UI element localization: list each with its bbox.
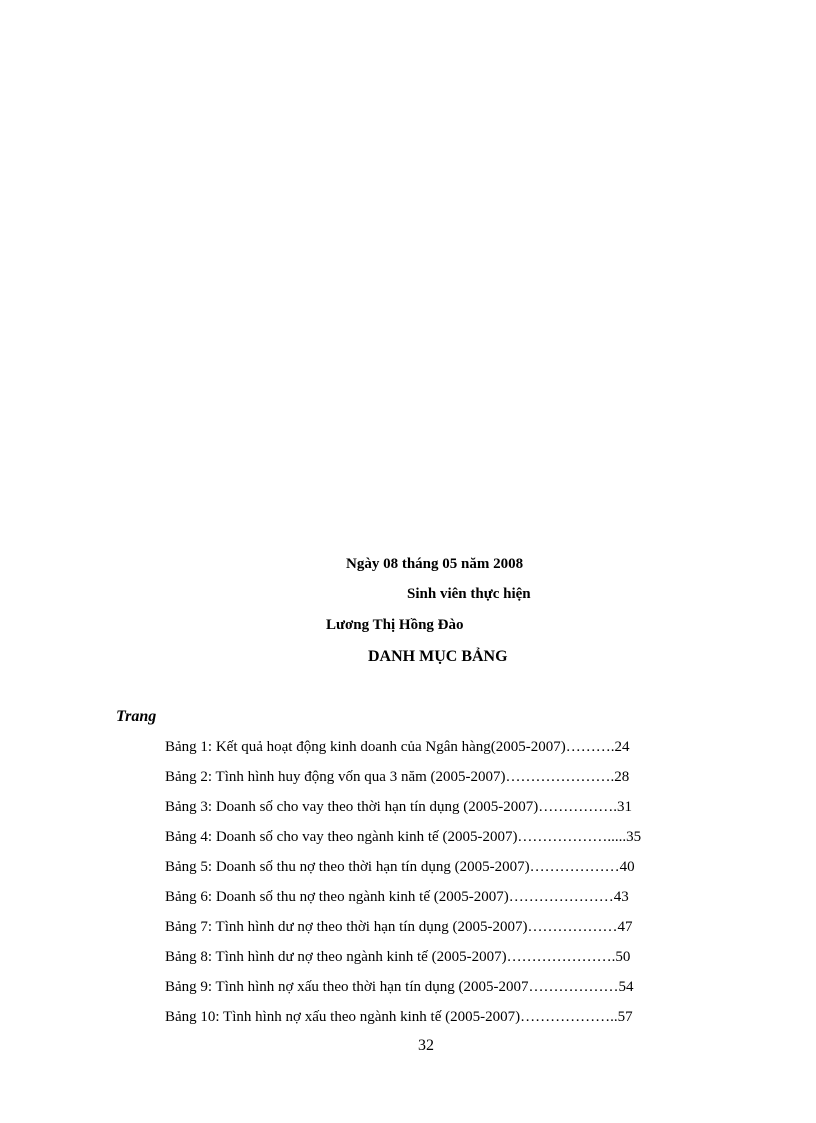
toc-entry: Bảng 8: Tình hình dư nợ theo ngành kinh tế (2005-2007)………………….50 xyxy=(165,949,631,965)
toc-entry: Bảng 1: Kết quả hoạt động kinh doanh của Ngân hàng(2005-2007)……….24 xyxy=(165,739,630,755)
table-of-contents xyxy=(165,737,641,1037)
toc-entry: Bảng 3: Doanh số cho vay theo thời hạn tín dụng (2005-2007)…………….31 xyxy=(165,799,633,815)
page-title: DANH MỤC BẢNG xyxy=(368,648,508,665)
toc-entry: Bảng 2: Tình hình huy động vốn qua 3 năm (2005-2007)………………….28 xyxy=(165,769,630,785)
toc-entry: Bảng 7: Tình hình dư nợ theo thời hạn tín dụng (2005-2007)………………47 xyxy=(165,919,633,935)
page-column-label: Trang xyxy=(116,708,157,725)
toc-entry: Bảng 4: Doanh số cho vay theo ngành kinh tế (2005-2007)……………….....35 xyxy=(165,829,642,845)
signature-name: Lương Thị Hồng Đào xyxy=(326,617,464,633)
signature-date: Ngày 08 tháng 05 năm 2008 xyxy=(346,556,524,572)
toc-entry: Bảng 5: Doanh số thu nợ theo thời hạn tín dụng (2005-2007)………………40 xyxy=(165,859,635,875)
signature-role: Sinh viên thực hiện xyxy=(407,586,531,602)
toc-entry: Bảng 10: Tình hình nợ xấu theo ngành kinh tế (2005-2007)………………..57 xyxy=(165,1009,633,1025)
page-number: 32 xyxy=(418,1037,434,1054)
toc-entry: Bảng 6: Doanh số thu nợ theo ngành kinh tế (2005-2007)…………………43 xyxy=(165,889,629,905)
toc-entry: Bảng 9: Tình hình nợ xấu theo thời hạn tín dụng (2005-2007………………54 xyxy=(165,979,634,995)
